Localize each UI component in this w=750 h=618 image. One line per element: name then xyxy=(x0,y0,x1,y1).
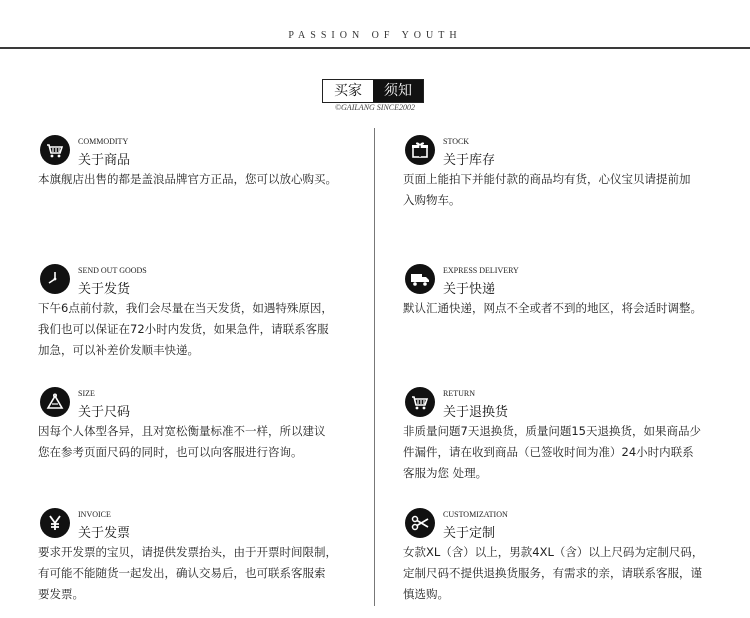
section-body xyxy=(38,169,374,190)
section-en-title: CUSTOMIZATION xyxy=(443,510,508,519)
title-right: 须知 xyxy=(373,80,423,102)
section-cn-title: 关于发票 xyxy=(78,526,131,541)
section-en-title: EXPRESS DELIVERY xyxy=(443,266,519,275)
body-line: 入购物车。 xyxy=(403,193,461,207)
section-cn-title: 关于商品 xyxy=(78,153,131,168)
section-body xyxy=(403,542,739,605)
body-line: 定制尺码不提供退换货服务，有需求的亲，请联系客服，谨 xyxy=(403,566,702,580)
body-line: 非质量问题7天退换货，质量问题15天退换货，如果商品少 xyxy=(403,424,701,438)
section-cn-title: 关于库存 xyxy=(443,153,496,168)
gift-box-icon xyxy=(405,135,435,165)
page-title xyxy=(322,79,424,103)
body-line: 客服为您 处理。 xyxy=(403,466,488,480)
scissors-icon xyxy=(405,508,435,538)
section-body xyxy=(38,542,374,605)
yen-icon xyxy=(40,508,70,538)
center-divider xyxy=(374,128,375,606)
body-line: 您在参考页面尺码的同时，也可以向客服进行咨询。 xyxy=(38,445,303,459)
hanger-icon xyxy=(40,387,70,417)
body-line: 默认汇通快递，网点不全或者不到的地区，将会适时调整。 xyxy=(403,301,702,315)
title-left: 买家 xyxy=(323,80,373,102)
section-body xyxy=(38,421,374,463)
body-line: 我们也可以保证在72小时内发货，如果急件，请联系客服 xyxy=(38,322,329,336)
section-cn-title: 关于发货 xyxy=(78,282,131,297)
top-divider xyxy=(0,47,750,49)
body-line: 下午6点前付款，我们会尽量在当天发货，如遇特殊原因， xyxy=(38,301,333,315)
section-cn-title: 关于尺码 xyxy=(78,405,131,420)
body-line: 本旗舰店出售的都是盖浪品牌官方正品，您可以放心购买。 xyxy=(38,172,337,186)
body-line: 慎选购。 xyxy=(403,587,449,601)
body-line: 女款XL（含）以上，男款4XL（含）以上尺码为定制尺码， xyxy=(403,545,704,559)
section-en-title: INVOICE xyxy=(78,510,111,519)
cart-icon xyxy=(405,387,435,417)
body-line: 加急，可以补差价发顺丰快递。 xyxy=(38,343,199,357)
clock-icon xyxy=(40,264,70,294)
body-line: 因每个人体型各异，且对宽松衡量标准不一样，所以建议 xyxy=(38,424,326,438)
section-body xyxy=(38,298,374,361)
section-en-title: SEND OUT GOODS xyxy=(78,266,147,275)
slogan: PASSION OF YOUTH xyxy=(288,30,462,41)
section-body xyxy=(403,298,739,319)
truck-icon xyxy=(405,264,435,294)
section-en-title: COMMODITY xyxy=(78,137,129,146)
section-cn-title: 关于快递 xyxy=(443,282,496,297)
section-en-title: RETURN xyxy=(443,389,475,398)
cart-icon xyxy=(40,135,70,165)
brand-line: ©GAILANG SINCE2002 xyxy=(334,103,416,112)
section-body xyxy=(403,421,739,484)
section-body xyxy=(403,169,739,211)
body-line: 件漏件，请在收到商品（已签收时间为准）24小时内联系 xyxy=(403,445,694,459)
section-cn-title: 关于定制 xyxy=(443,526,496,541)
body-line: 页面上能拍下并能付款的商品均有货，心仪宝贝请提前加 xyxy=(403,172,691,186)
body-line: 要求开发票的宝贝，请提供发票抬头，由于开票时间限制， xyxy=(38,545,337,559)
section-en-title: SIZE xyxy=(78,389,95,398)
section-cn-title: 关于退换货 xyxy=(443,405,509,420)
body-line: 有可能不能随货一起发出，确认交易后，也可联系客服索 xyxy=(38,566,326,580)
body-line: 要发票。 xyxy=(38,587,84,601)
section-en-title: STOCK xyxy=(443,137,470,146)
